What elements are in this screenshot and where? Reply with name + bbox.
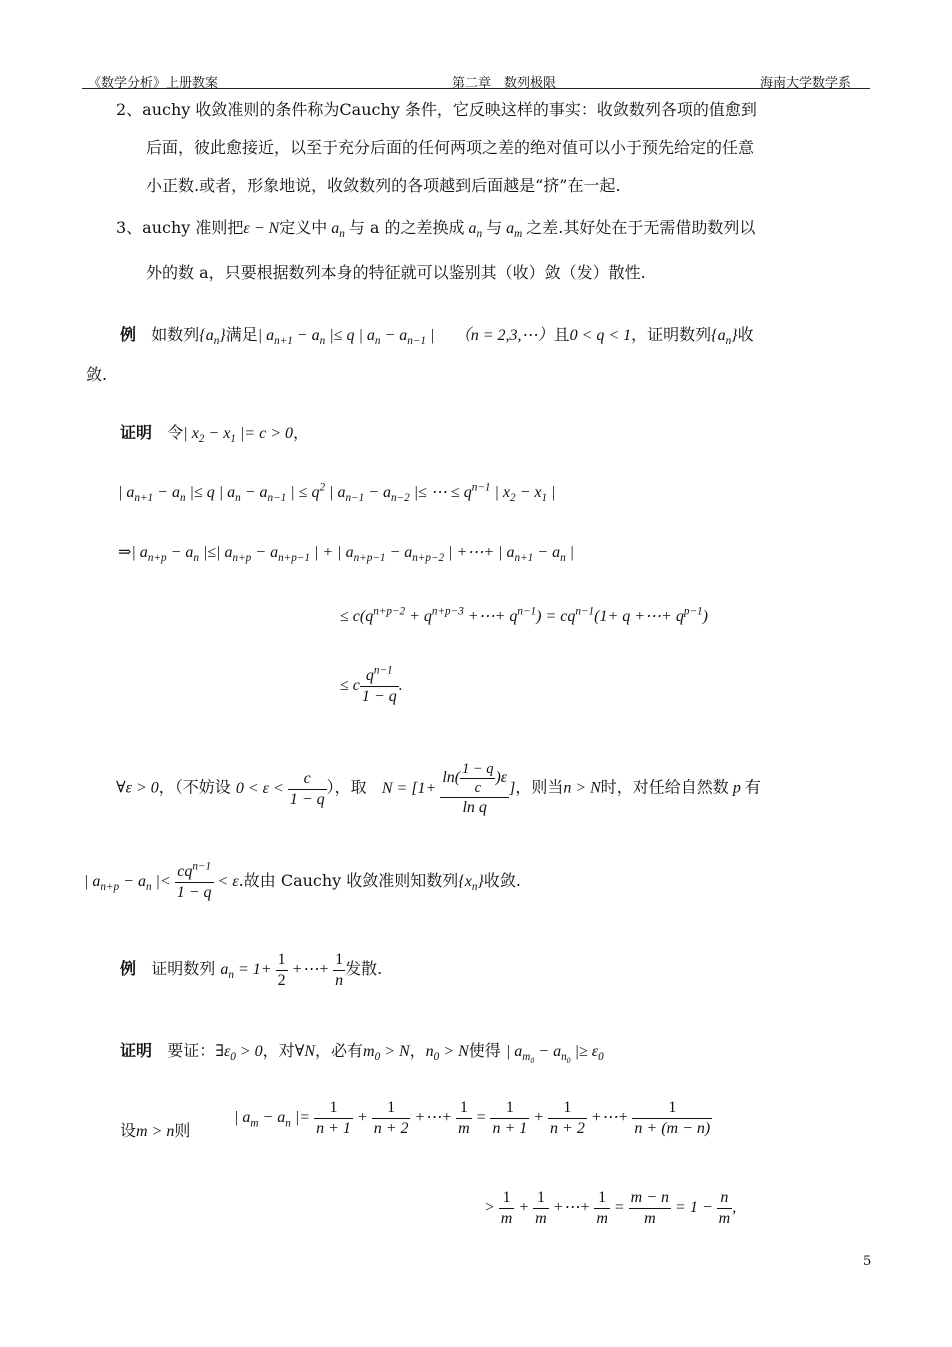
- a-m-symbol: $a_m$: [502, 220, 523, 241]
- example-1-text-d: ，证明数列: [631, 325, 712, 344]
- example-1-text-b: 满足: [225, 325, 258, 344]
- sequence-an: $\{a_n\}$: [199, 327, 226, 348]
- proof-2-text-c: ，必有: [315, 1041, 364, 1060]
- exists-epsilon0: $\exists\varepsilon_0 > 0$: [215, 1043, 263, 1064]
- remark-3-text-c: 与 a 的之差换成: [348, 218, 465, 237]
- proof-1-final-text-b: 收敛.: [483, 871, 521, 891]
- proof-1-final-text: .故由 Cauchy 收敛准则知数列: [238, 871, 459, 891]
- remark-2-line-1: 2、auchy 收敛准则的条件称为Cauchy 条件，它反映这样的事实：收敛数列各项的值愈到: [116, 100, 757, 119]
- m-greater-n: m > n: [136, 1123, 175, 1140]
- proof-2-text-e: 使得: [468, 1041, 501, 1060]
- proof-1-conclusion-b: ），取: [326, 777, 367, 797]
- example-2-label: 例: [120, 959, 137, 979]
- proof-1-conclusion-e: 有: [744, 777, 761, 797]
- proof-2-text-a: 要证：: [167, 1041, 216, 1060]
- remark-3-line-2: 外的数 a，只要根据数列本身的特征就可以鉴别其（收）敛（发）散性.: [146, 263, 646, 282]
- fraction-qn-over-1-minus-q: $\frac{q^{n-1}}{1 - q}$: [361, 664, 397, 705]
- proof-1-conclusion-a: ，（不妨设: [158, 777, 231, 797]
- proof-1-let: 令: [167, 423, 184, 442]
- proof-2-let-b: 则: [174, 1121, 191, 1140]
- divergence-condition: | $a_{m_0} - a_{n_0}$ |≥ $\varepsilon_0$: [505, 1043, 604, 1066]
- n0-condition: $n_0 > N$: [425, 1043, 469, 1064]
- inequality-chain-2: ⇒| $a_{n+p} - a_n$ |≤| $a_{n+p} - a_{n+p-1}$ | + | $a_{n+p-1} - a_{n+p-2}$ | +⋯+ | $a_{n+1} - a_n$ |: [118, 544, 575, 565]
- proof-1-label: 证明: [120, 423, 153, 442]
- remark-3-text-b: 定义中: [279, 218, 328, 237]
- forall-n: ∀N: [294, 1043, 316, 1060]
- lower-bound-formula: > $\frac{1}{m}$ + $\frac{1}{m}$ +⋯+ $\frac{1}{m}$ = $\frac{m - n}{m}$ = 1 − $\frac{n}{m}$ ,: [484, 1189, 737, 1227]
- a-n-symbol-2: $a_n$: [464, 220, 483, 241]
- remark-3-text-d: 与: [486, 218, 503, 237]
- contraction-condition: | $a_{n+1} - a_n$ |≤ q | $a_n - a_{n-1}$ |: [257, 327, 435, 348]
- proof-2-start: [120, 1038, 604, 1066]
- proof-1-conclusion-c: ，则当: [515, 777, 564, 797]
- example-2-text-b: 发散.: [345, 959, 383, 979]
- header-center: 第二章 数列极限: [452, 76, 557, 91]
- header-right: 海南大学数学系: [760, 76, 852, 91]
- proof-1-conclusion-d: 时，对任给自然数: [600, 777, 729, 797]
- p-symbol: p: [728, 779, 745, 797]
- n-choice-formula: N = [1+ ln( $\frac{1 - q}{c}$ )ε ln q ]: [381, 761, 516, 816]
- inequality-chain-4: ≤ c $\frac{q^{n-1}}{1 - q}$ .: [340, 664, 403, 705]
- example-1-text-e: 收: [737, 325, 754, 344]
- inequality-chain-1: | $a_{n+1} - a_n$ |≤ q | $a_n - a_{n-1}$ | ≤ $q^2$ | $a_{n-1} - a_{n-2}$ |≤ ⋯ ≤ $q^{n-1}$ | $x_2 - x_1$ |: [118, 481, 556, 505]
- forall-epsilon: ∀ε > 0: [116, 779, 159, 797]
- m0-condition: $m_0 > N$: [363, 1043, 410, 1064]
- c-definition: | $x_2 - x_1$ |= c > 0: [183, 425, 293, 446]
- q-range: 0 < q < 1: [569, 327, 632, 344]
- proof-2-text-b: ，对: [262, 1041, 295, 1060]
- harmonic-sequence: $a_n = 1+$ $\frac{1}{2}$ +⋯+ $\frac{1}{n}$: [220, 951, 344, 989]
- proof-2-let-a: 设: [120, 1121, 137, 1140]
- header-left: 《数学分析》上册教案: [88, 76, 219, 91]
- epsilon-bound: 0 < ε < $\frac{c}{1 - q}$: [235, 769, 325, 808]
- example-1-text-a: 如数列: [151, 325, 200, 344]
- remark-3-text-a: 3、auchy 准则把: [116, 218, 244, 237]
- remark-2-line-2: 后面，彼此愈接近，以至于充分后面的任何两项之差的绝对值可以小于预先给定的任意: [146, 138, 755, 157]
- example-2-text-a: 证明数列: [151, 959, 216, 979]
- sequence-an-2: $\{a_n\}$: [711, 327, 738, 348]
- index-range: （n = 2,3,⋯）: [454, 327, 554, 344]
- proof-2-let: [120, 1118, 190, 1141]
- remark-3-text-e: 之差.其好处在于无需借助数列以: [526, 218, 756, 237]
- inequality-chain-3: ≤ $c(q^{n+p-2} + q^{n+p-3}$ +⋯+ $q^{n-1}) = cq^{n-1}(1+ q$ +⋯+ $q^{p-1}$): [340, 605, 708, 625]
- proof-2-label: 证明: [120, 1041, 153, 1060]
- proof-2-text-d: ，: [409, 1041, 426, 1060]
- header-rule: [82, 88, 870, 89]
- example-1-statement: [120, 322, 754, 348]
- sum-difference-formula: | $a_m - a_n$ |= $\frac{1}{n + 1}$ + $\frac{1}{n + 2}$ +⋯+ $\frac{1}{m}$ = $\frac{1}{n + 1}$ + $\frac{1}{n + 2}$ +⋯+ $\frac{1}{n + (m - n)}$: [234, 1099, 711, 1137]
- example-2-statement: [120, 950, 382, 991]
- final-estimate: | $a_{n+p} - a_n$ |< $\frac{cq^{n-1}}{1 - q}$ < ε: [84, 860, 239, 901]
- proof-1-final: [84, 862, 521, 903]
- sequence-xn: $\{x_n\}$: [458, 873, 484, 894]
- a-n-symbol: $a_n$: [327, 220, 345, 241]
- page-number: 5: [863, 1254, 872, 1269]
- remark-2-line-3: 小正数.或者，形象地说，收敛数列的各项越到后面越是“挤”在一起.: [146, 176, 621, 195]
- proof-1-conclusion: [116, 760, 761, 818]
- n-greater-than-n: n > N: [563, 779, 601, 797]
- example-1-text-c: 且: [553, 325, 570, 344]
- epsilon-n-formula: ε − N: [243, 220, 280, 237]
- example-1-label: 例: [120, 325, 137, 344]
- remark-3-line-1: [116, 215, 756, 241]
- proof-1-start: 证明 令| $x_2 - x_1$ |= c > 0，: [120, 423, 309, 446]
- example-1-line-2: 敛.: [86, 365, 108, 384]
